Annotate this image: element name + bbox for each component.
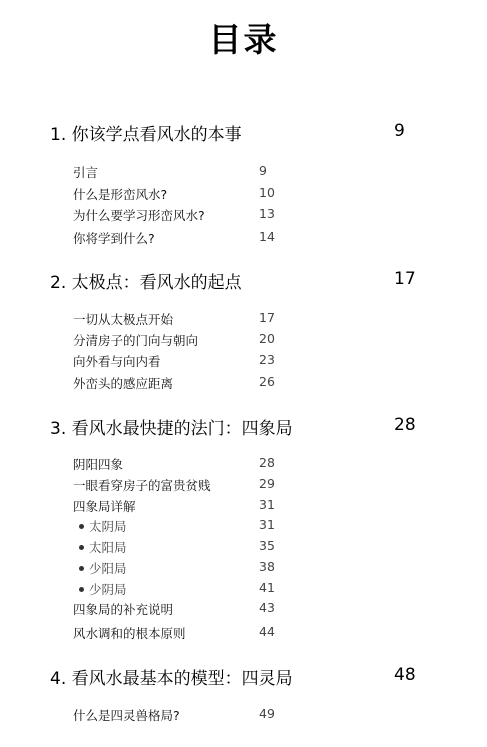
toc-entry-page: 26 [259, 374, 275, 389]
page-title: 目录 [208, 20, 279, 59]
toc-entry[interactable] [73, 310, 313, 330]
toc-entry[interactable] [73, 185, 313, 205]
toc-entry-title-wrap [79, 517, 127, 535]
chapter-page-number: 17 [394, 269, 416, 289]
toc-entry[interactable] [73, 331, 313, 351]
toc-entry-page: 17 [259, 310, 275, 325]
toc-entry-page: 9 [259, 163, 267, 178]
chapter-page-number: 9 [394, 121, 405, 141]
bullet-icon [79, 545, 84, 550]
toc-entry-page: 43 [259, 600, 275, 615]
toc-entry-page: 23 [259, 352, 275, 367]
toc-entry-title: 向外看与向内看 [73, 354, 161, 369]
toc-entry[interactable] [73, 600, 313, 620]
toc-entry[interactable] [73, 497, 313, 517]
toc-entry-title-wrap [79, 538, 127, 556]
toc-entry-page: 31 [259, 517, 275, 532]
toc-entry-title: 风水调和的根本原则 [73, 626, 186, 641]
toc-entry[interactable] [73, 352, 313, 372]
chapter-title: 4. 看风水最基本的模型：四灵局 [50, 669, 293, 689]
bullet-icon [79, 566, 84, 571]
toc-entry[interactable] [73, 374, 313, 394]
toc-entry[interactable] [73, 455, 313, 475]
toc-entry-title: 一切从太极点开始 [73, 312, 174, 327]
toc-entry-page: 41 [259, 580, 275, 595]
toc-entry-page: 29 [259, 476, 275, 491]
toc-entry-title: 什么是四灵兽格局? [73, 708, 180, 723]
toc-entry-page: 14 [259, 229, 275, 244]
bullet-icon [79, 524, 84, 529]
toc-entry-title: 太阴局 [89, 519, 127, 534]
toc-entry[interactable] [73, 163, 313, 183]
toc-entry-page: 49 [259, 706, 275, 721]
toc-entry-page: 28 [259, 455, 275, 470]
bullet-icon [79, 587, 84, 592]
toc-entry[interactable] [73, 706, 313, 726]
chapter-title: 3. 看风水最快捷的法门：四象局 [50, 419, 293, 439]
toc-sub-entry[interactable] [79, 538, 319, 558]
toc-entry-page: 13 [259, 206, 275, 221]
chapter-title: 1. 你该学点看风水的本事 [50, 125, 242, 145]
chapter-heading[interactable] [50, 414, 440, 440]
toc-entry-title-wrap [79, 559, 127, 577]
toc-entry-title: 引言 [73, 165, 99, 180]
chapter-page-number: 48 [394, 665, 416, 685]
chapter-title: 2. 太极点：看风水的起点 [50, 273, 242, 293]
toc-entry-title: 少阳局 [89, 561, 127, 576]
toc-entry-title-wrap [79, 580, 127, 598]
toc-entry-title: 什么是形峦风水? [73, 187, 168, 202]
toc-entry-title: 一眼看穿房子的富贵贫贱 [73, 478, 211, 493]
toc-entry-page: 31 [259, 497, 275, 512]
toc-entry[interactable] [73, 206, 313, 226]
chapter-heading[interactable] [50, 120, 440, 146]
toc-entry-title: 四象局详解 [73, 499, 136, 514]
toc-sub-entry[interactable] [79, 580, 319, 600]
chapter-heading[interactable] [50, 268, 440, 294]
toc-entry-title: 太阳局 [89, 540, 127, 555]
toc-entry-title: 少阴局 [89, 582, 127, 597]
toc-entry-title: 为什么要学习形峦风水? [73, 208, 205, 223]
toc-entry[interactable] [73, 624, 313, 644]
toc-entry-page: 44 [259, 624, 275, 639]
toc-entry-page: 35 [259, 538, 275, 553]
toc-entry-title: 你将学到什么? [73, 231, 155, 246]
toc-sub-entry[interactable] [79, 517, 319, 537]
toc-entry-title: 分清房子的门向与朝向 [73, 333, 199, 348]
toc-entry-title: 阴阳四象 [73, 457, 124, 472]
toc-entry[interactable] [73, 476, 313, 496]
chapter-heading[interactable] [50, 664, 440, 690]
chapter-page-number: 28 [394, 415, 416, 435]
toc-entry[interactable] [73, 229, 313, 249]
toc-entry-title: 外峦头的感应距离 [73, 376, 174, 391]
toc-entry-title: 四象局的补充说明 [73, 602, 174, 617]
toc-entry-page: 10 [259, 185, 275, 200]
toc-entry-page: 38 [259, 559, 275, 574]
toc-sub-entry[interactable] [79, 559, 319, 579]
toc-entry-page: 20 [259, 331, 275, 346]
